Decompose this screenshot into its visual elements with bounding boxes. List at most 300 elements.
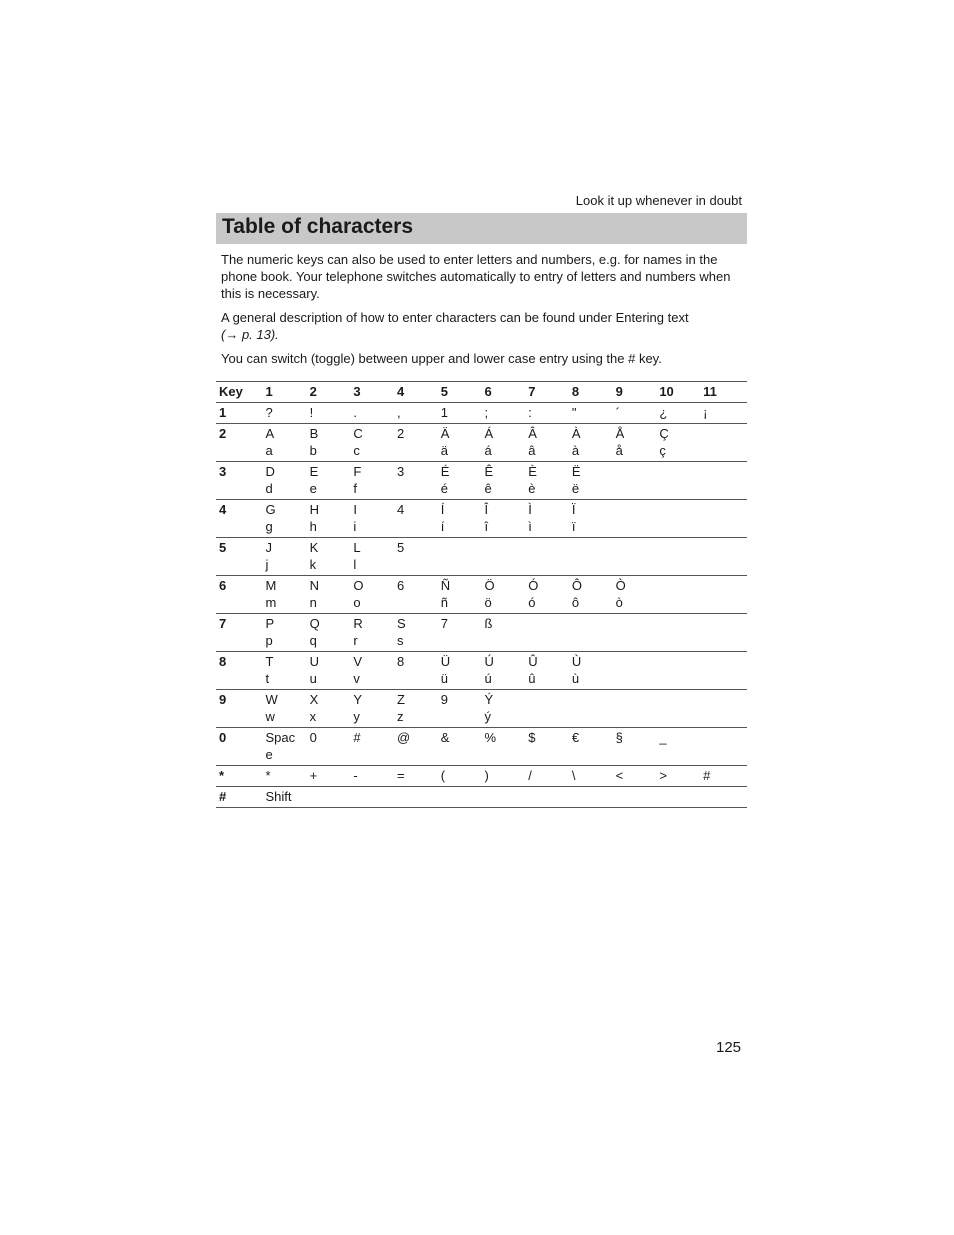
char-cell (703, 614, 747, 652)
char-lower: ô (571, 595, 580, 610)
char-upper: ) (484, 768, 489, 783)
char-cell (353, 576, 397, 614)
char-cell (659, 424, 703, 462)
char-upper: R (353, 616, 363, 631)
char-cell (397, 766, 441, 787)
char-lower: ý (484, 709, 491, 724)
table-body (216, 403, 747, 808)
char-cell (659, 652, 703, 690)
character-table (216, 381, 747, 808)
char-cell (528, 766, 572, 787)
table-row (216, 462, 747, 500)
char-cell (397, 424, 441, 462)
char-upper: < (615, 768, 624, 783)
table-row (216, 500, 747, 538)
char-cell (572, 652, 616, 690)
char-upper: Û (528, 654, 538, 669)
char-upper: Î (484, 502, 489, 517)
char-upper: / (528, 768, 532, 783)
char-upper: Ä (440, 426, 450, 441)
char-cell (659, 576, 703, 614)
char-upper: Y (353, 692, 362, 707)
table-row (216, 787, 747, 808)
char-upper: ¡ (703, 405, 708, 420)
char-lower: e (265, 747, 273, 762)
char-upper: 8 (397, 654, 405, 669)
table-row (216, 652, 747, 690)
char-upper: . (353, 405, 357, 420)
char-cell (265, 614, 309, 652)
table-row (216, 576, 747, 614)
char-cell (441, 576, 485, 614)
char-cell (265, 576, 309, 614)
char-cell (265, 766, 309, 787)
char-lower: í (440, 519, 445, 534)
char-cell (572, 538, 616, 576)
char-upper: # (703, 768, 711, 783)
table-header-row (216, 382, 747, 403)
char-cell (353, 424, 397, 462)
char-cell (310, 728, 354, 766)
char-cell (397, 462, 441, 500)
char-cell (484, 424, 528, 462)
char-cell (616, 424, 660, 462)
char-lower: p (265, 633, 273, 648)
key-cell: 0 (219, 730, 227, 745)
char-cell (441, 690, 485, 728)
char-upper: É (440, 464, 450, 479)
char-cell (616, 538, 660, 576)
char-cell (616, 500, 660, 538)
char-upper: K (309, 540, 319, 555)
char-upper: % (484, 730, 497, 745)
column-header-2: 2 (309, 384, 317, 399)
paragraph-general-description-text: A general description of how to enter characters can be found under Entering text (221, 310, 689, 325)
char-lower: ú (484, 671, 492, 686)
char-upper: Ù (571, 654, 582, 669)
char-cell (265, 728, 309, 766)
char-cell (397, 728, 441, 766)
char-cell (616, 690, 660, 728)
char-cell (659, 766, 703, 787)
char-upper: _ (659, 730, 667, 745)
char-cell (659, 690, 703, 728)
char-cell (703, 576, 747, 614)
char-cell (310, 424, 354, 462)
char-cell (397, 500, 441, 538)
char-cell (703, 462, 747, 500)
key-cell: 5 (219, 540, 227, 555)
table-row (216, 690, 747, 728)
char-cell (265, 538, 309, 576)
char-lower: u (309, 671, 317, 686)
key-cell: 3 (219, 464, 227, 479)
char-cell (528, 403, 572, 424)
char-upper: § (615, 730, 623, 745)
char-upper: A (265, 426, 275, 441)
section-title-bar (216, 213, 747, 244)
key-cell: 8 (219, 654, 227, 669)
char-upper: Ý (484, 692, 494, 707)
char-lower: é (440, 481, 449, 496)
char-upper: X (309, 692, 319, 707)
char-lower: d (265, 481, 273, 496)
char-upper: Q (309, 616, 320, 631)
char-cell (265, 787, 309, 808)
char-cell (265, 462, 309, 500)
char-cell (528, 462, 572, 500)
char-upper: Å (615, 426, 625, 441)
char-cell (441, 538, 485, 576)
char-cell (659, 728, 703, 766)
table-row (216, 424, 747, 462)
key-cell: 1 (219, 405, 227, 420)
table-row (216, 614, 747, 652)
key-cell: * (219, 768, 225, 783)
char-cell (397, 576, 441, 614)
char-cell (265, 690, 309, 728)
char-upper: À (571, 426, 581, 441)
char-cell (441, 652, 485, 690)
char-cell (572, 424, 616, 462)
char-lower: x (309, 709, 317, 724)
char-cell (572, 690, 616, 728)
char-cell (484, 652, 528, 690)
char-cell (484, 462, 528, 500)
char-cell (484, 538, 528, 576)
char-cell (703, 538, 747, 576)
char-cell (310, 614, 354, 652)
char-cell (528, 614, 572, 652)
char-upper: ¿ (659, 405, 668, 420)
char-lower: ï (571, 519, 576, 534)
char-cell (310, 462, 354, 500)
char-cell (441, 614, 485, 652)
char-cell (528, 500, 572, 538)
char-cell (397, 403, 441, 424)
char-cell (310, 403, 354, 424)
char-cell (484, 614, 528, 652)
char-cell (353, 728, 397, 766)
char-lower: ó (528, 595, 536, 610)
char-cell (310, 652, 354, 690)
char-lower: á (484, 443, 492, 458)
char-upper: ´ (615, 405, 620, 420)
key-cell: 4 (219, 502, 227, 517)
char-lower: ò (615, 595, 623, 610)
char-lower: n (309, 595, 317, 610)
char-upper: I (353, 502, 357, 517)
column-header-8: 8 (571, 384, 580, 399)
char-upper: E (309, 464, 319, 479)
char-upper: 6 (397, 578, 405, 593)
char-upper: , (397, 405, 401, 420)
char-lower: å (615, 443, 623, 458)
char-upper: ß (484, 616, 493, 631)
char-lower: q (309, 633, 317, 648)
char-lower: ë (571, 481, 580, 496)
char-upper: Ö (484, 578, 495, 593)
char-lower: a (265, 443, 273, 458)
column-header-7: 7 (528, 384, 536, 399)
char-cell (397, 690, 441, 728)
char-upper: \ (571, 768, 576, 783)
char-upper: @ (397, 730, 411, 745)
char-cell (484, 690, 528, 728)
page-reference-link[interactable]: (→ p. 13). (221, 327, 279, 342)
char-lower: o (353, 595, 361, 610)
table-row (216, 728, 747, 766)
char-cell (703, 690, 747, 728)
char-cell (528, 787, 572, 808)
char-cell (703, 787, 747, 808)
char-lower: c (353, 443, 360, 458)
char-cell (310, 576, 354, 614)
char-cell (616, 403, 660, 424)
char-lower: ç (659, 443, 666, 458)
char-lower: è (528, 481, 536, 496)
char-upper: B (309, 426, 319, 441)
char-cell (616, 787, 660, 808)
char-cell (659, 500, 703, 538)
char-cell (703, 403, 747, 424)
char-cell (484, 403, 528, 424)
column-header-1: 1 (265, 384, 273, 399)
char-cell (703, 728, 747, 766)
key-cell: 7 (219, 616, 227, 631)
char-upper: 2 (397, 426, 405, 441)
char-cell (441, 403, 485, 424)
char-cell (353, 500, 397, 538)
char-cell (441, 462, 485, 500)
char-upper: Ê (484, 464, 494, 479)
char-upper: ! (309, 405, 314, 420)
key-cell: 6 (219, 578, 227, 593)
char-upper: Ú (484, 654, 494, 669)
char-cell (310, 500, 354, 538)
char-cell (484, 787, 528, 808)
char-cell (484, 500, 528, 538)
char-cell (353, 538, 397, 576)
char-upper: L (353, 540, 361, 555)
char-cell (616, 652, 660, 690)
char-upper: # (353, 730, 361, 745)
char-cell (441, 500, 485, 538)
char-cell (441, 766, 485, 787)
char-upper: W (265, 692, 278, 707)
column-header-5: 5 (440, 384, 449, 399)
char-lower: h (309, 519, 317, 534)
char-lower: û (528, 671, 536, 686)
char-cell (265, 652, 309, 690)
char-lower: â (528, 443, 536, 458)
char-upper: ( (440, 768, 446, 783)
column-header-9: 9 (615, 384, 623, 399)
char-cell (616, 766, 660, 787)
char-lower: y (353, 709, 360, 724)
char-lower: ñ (440, 595, 449, 610)
char-upper: 5 (397, 540, 405, 555)
key-cell: 2 (219, 426, 227, 441)
column-header-11: 11 (703, 384, 717, 399)
char-upper: - (353, 768, 358, 783)
char-lower: j (265, 557, 269, 572)
paragraph-numeric-keys: The numeric keys can also be used to enter letters and numbers, e.g. for names in the phone book. Your telephone switches automatically to entry of letters and numbers when this is necessary. (221, 252, 731, 301)
char-lower: ü (440, 671, 449, 686)
char-cell (484, 728, 528, 766)
char-upper: H (309, 502, 319, 517)
char-upper: 7 (440, 616, 449, 631)
char-cell (397, 538, 441, 576)
char-cell (397, 787, 441, 808)
char-upper: N (309, 578, 319, 593)
table-row (216, 538, 747, 576)
char-upper: Z (397, 692, 405, 707)
char-upper: 1 (440, 405, 449, 420)
char-cell (659, 787, 703, 808)
char-lower: ä (440, 443, 449, 458)
char-upper: M (265, 578, 277, 593)
char-cell (572, 614, 616, 652)
char-upper: J (265, 540, 272, 555)
section-title: Table of characters (222, 215, 414, 238)
char-upper: G (265, 502, 276, 517)
char-lower: e (309, 481, 317, 496)
char-cell (572, 403, 616, 424)
char-cell (265, 500, 309, 538)
char-cell (528, 538, 572, 576)
char-cell (353, 462, 397, 500)
char-lower: m (265, 595, 277, 610)
char-cell (353, 652, 397, 690)
char-upper: Ë (571, 464, 581, 479)
paragraph-case-toggle: You can switch (toggle) between upper and lower case entry using the # key. (221, 351, 662, 366)
char-cell (528, 690, 572, 728)
column-header-6: 6 (484, 384, 492, 399)
char-upper: T (265, 654, 274, 669)
char-upper: D (265, 464, 275, 479)
char-lower: l (353, 557, 357, 572)
char-upper: = (397, 768, 405, 783)
char-lower: w (265, 709, 275, 724)
char-cell (310, 538, 354, 576)
char-upper: Á (484, 426, 494, 441)
char-cell (528, 424, 572, 462)
char-lower: k (309, 557, 317, 572)
char-cell (265, 424, 309, 462)
char-upper: F (353, 464, 362, 479)
char-cell (353, 690, 397, 728)
char-cell (310, 690, 354, 728)
char-upper: Í (440, 502, 445, 517)
char-cell (441, 787, 485, 808)
char-upper: ? (265, 405, 273, 420)
char-cell (659, 614, 703, 652)
char-cell (659, 403, 703, 424)
char-cell (353, 787, 397, 808)
paragraph-general-description (221, 309, 741, 343)
char-lower: à (571, 443, 580, 458)
char-upper: C (353, 426, 363, 441)
char-cell (484, 766, 528, 787)
char-cell (659, 462, 703, 500)
char-lower: î (484, 519, 489, 534)
char-upper: Â (528, 426, 537, 441)
char-cell (703, 424, 747, 462)
char-cell (441, 424, 485, 462)
char-cell (616, 614, 660, 652)
char-cell (528, 576, 572, 614)
char-lower: ù (571, 671, 580, 686)
table-row (216, 766, 747, 787)
char-upper: V (353, 654, 362, 669)
char-cell (484, 576, 528, 614)
table-row (216, 403, 747, 424)
column-header-10: 10 (659, 384, 674, 399)
char-cell (572, 500, 616, 538)
char-cell (659, 538, 703, 576)
char-lower: t (265, 671, 270, 686)
char-upper: Spac (265, 730, 296, 745)
char-lower: z (397, 709, 404, 724)
char-cell (441, 728, 485, 766)
char-upper: 9 (440, 692, 449, 707)
char-cell (265, 403, 309, 424)
column-header-key: Key (219, 384, 243, 399)
char-cell (528, 728, 572, 766)
char-lower: ì (528, 519, 532, 534)
char-upper: O (353, 578, 364, 593)
char-cell (616, 462, 660, 500)
char-upper: Ì (528, 502, 532, 517)
char-lower: f (353, 481, 357, 496)
char-upper: Ü (440, 654, 451, 669)
char-upper: > (659, 768, 667, 783)
char-cell (572, 728, 616, 766)
char-upper: : (528, 405, 532, 420)
char-lower: b (309, 443, 317, 458)
key-cell: 9 (219, 692, 227, 707)
char-lower: i (353, 519, 357, 534)
char-upper: È (528, 464, 537, 479)
intro-text (221, 251, 741, 374)
column-header-4: 4 (397, 384, 405, 399)
column-header-3: 3 (353, 384, 361, 399)
char-cell (353, 766, 397, 787)
char-upper: Ç (659, 426, 669, 441)
char-upper: P (265, 616, 275, 631)
char-cell (703, 766, 747, 787)
char-upper: Ô (571, 578, 583, 593)
char-lower: ö (484, 595, 492, 610)
char-lower: r (353, 633, 358, 648)
char-cell (703, 652, 747, 690)
char-upper: 3 (397, 464, 405, 479)
char-cell (353, 614, 397, 652)
key-cell: # (219, 789, 227, 804)
char-upper: € (571, 730, 580, 745)
running-header: Look it up whenever in doubt (575, 193, 742, 208)
char-cell (397, 614, 441, 652)
char-cell (616, 576, 660, 614)
char-cell (572, 462, 616, 500)
char-cell (310, 766, 354, 787)
char-lower: g (265, 519, 273, 534)
char-lower: ê (484, 481, 492, 496)
char-upper: 0 (309, 730, 317, 745)
char-upper: 4 (397, 502, 405, 517)
char-cell (353, 403, 397, 424)
